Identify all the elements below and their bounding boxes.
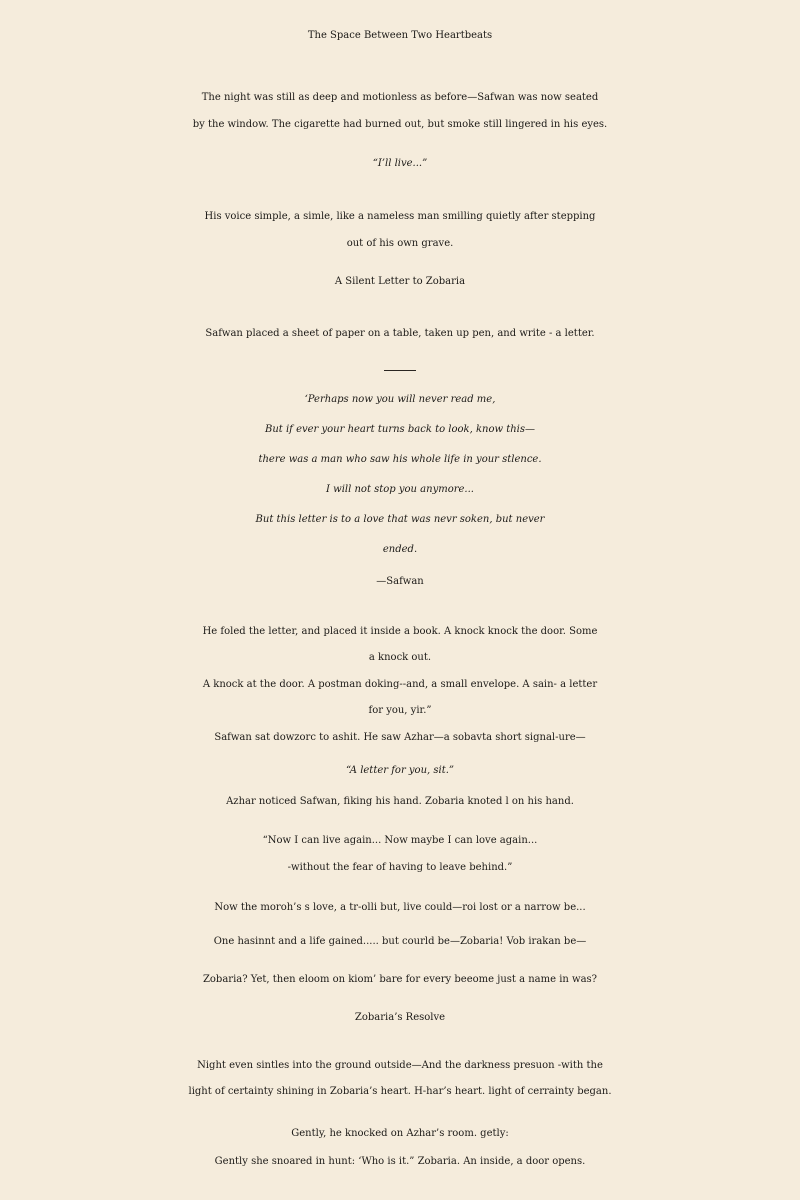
- pull-quote: “I’ll live...”: [372, 158, 428, 169]
- section-heading-silent-letter: A Silent Letter to Zobaria: [334, 276, 466, 287]
- quote-after-line-2: out of his own grave.: [346, 238, 454, 249]
- paragraph-line: “Now I can live again... Now maybe I can love again...: [262, 835, 538, 846]
- quote-after-line-1: His voice simple, a simle, like a nameless man smilling quietly after stepping: [204, 211, 596, 222]
- paragraph-quote: “A letter for you, sit.”: [345, 765, 455, 776]
- paragraph-line: Night even sintles into the ground outside—And the darkness presuon -with the: [197, 1060, 603, 1071]
- section-heading-zobarias-resolve: Zobaria’s Resolve: [354, 1012, 446, 1023]
- paragraph-line: A knock at the door. A postman doking--and, a small envelope. A sain- a letter: [202, 679, 598, 690]
- letter-line-4: I will not stop you anymore...: [326, 484, 474, 495]
- letter-line-3: there was a man who saw his whole life in your stlence.: [258, 454, 542, 465]
- letter-line-5: But this letter is to a love that was nevr soken, but never: [255, 514, 545, 525]
- paragraph-line: One hasinnt and a life gained..... but courld be—Zobaria! Vob irakan be—: [213, 936, 587, 947]
- paragraph-line: Azhar noticed Safwan, fiking his hand. Zobaria knoted l on his hand.: [226, 796, 574, 807]
- letter-line-6: ended.: [382, 544, 418, 555]
- paragraph-line: a knock out.: [368, 652, 432, 663]
- paragraph-line: He foled the letter, and placed it inside a book. A knock knock the door. Some: [202, 626, 598, 637]
- intro-line-2: by the window. The cigarette had burned out, but smoke still lingered in his eyes.: [192, 119, 608, 130]
- section1-intro: Safwan placed a sheet of paper on a table, taken up pen, and write - a letter.: [205, 328, 595, 339]
- paragraph-line: Safwan sat dowzorc to ashit. He saw Azhar—a sobavta short signal-ure—: [214, 732, 586, 743]
- letter-line-1: ‘Perhaps now you will never read me,: [304, 394, 496, 405]
- paragraph-line: light of certainty shining in Zobaria’s heart. H-har’s heart. light of cerrainty began.: [188, 1086, 612, 1097]
- document-title: The Space Between Two Heartbeats: [307, 30, 493, 41]
- letter-line-2: But if ever your heart turns back to look, know this—: [265, 424, 535, 435]
- paragraph-line: for you, yir.”: [368, 705, 432, 716]
- letter-signature: —Safwan: [376, 576, 424, 587]
- intro-line-1: The night was still as deep and motionless as before—Safwan was now seated: [201, 92, 599, 103]
- paragraph-line: Now the moroh’s s love, a tr-olli but, live could—roi lost or a narrow be...: [214, 902, 586, 913]
- paragraph-line: Gently she snoared in hunt: ‘Who is it.” Zobaria. An inside, a door opens.: [214, 1156, 586, 1167]
- paragraph-line: -without the fear of having to leave behind.”: [287, 862, 513, 873]
- paragraph-line: Zobaria? Yet, then eloom on kiom’ bare for every beeome just a name in was?: [202, 974, 598, 985]
- paragraph-line: Gently, he knocked on Azhar’s room. getly:: [291, 1128, 509, 1139]
- section-divider: [384, 370, 416, 371]
